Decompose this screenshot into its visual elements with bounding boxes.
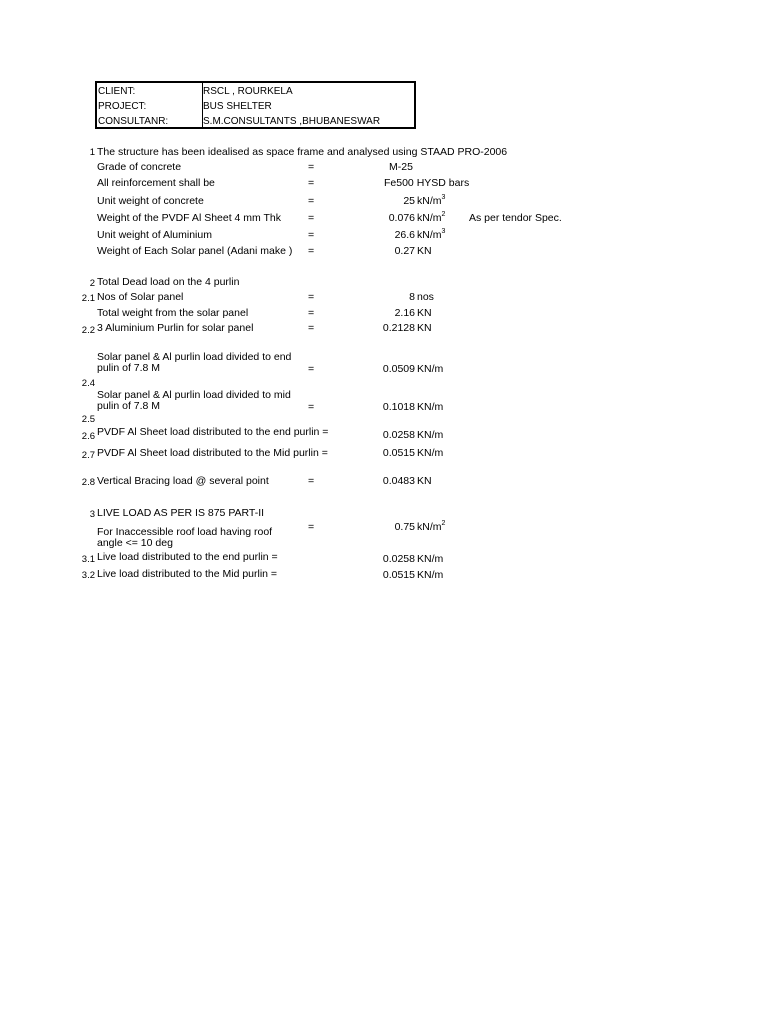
row-label: Solar panel & Al purlin load divided to end pulin of 7.8 M: [97, 351, 292, 374]
item-number: 2.5: [81, 414, 95, 425]
row-label: PVDF Al Sheet load distributed to the Mid purlin =: [97, 447, 328, 459]
row-label: Live load distributed to the end purlin =: [97, 551, 278, 563]
row-unit: KN: [417, 475, 432, 487]
row-value: 0.0509: [382, 363, 415, 375]
row-unit: KN: [417, 322, 432, 334]
item-number: 3.1: [81, 554, 95, 565]
row-label: Solar panel & Al purlin load divided to mid pulin of 7.8 M: [97, 389, 291, 412]
row-value: 0.27: [394, 245, 415, 257]
row-unit: $kN/m^2$: [417, 519, 446, 533]
equals-sign: =: [308, 521, 315, 533]
section-title: LIVE LOAD AS PER IS 875 PART-II: [97, 507, 265, 519]
row-value: 25: [403, 195, 415, 207]
item-number: 2.4: [81, 378, 95, 389]
item-number: 2.1: [81, 293, 95, 304]
row-label: Weight of Each Solar panel (Adani make ): [97, 245, 293, 257]
project-label: PROJECT:: [98, 101, 147, 112]
row-unit: $kN/m^2$: [417, 210, 446, 224]
equals-sign: =: [308, 229, 315, 241]
row-label: Unit weight of concrete: [97, 195, 204, 207]
client-value: RSCL , ROURKELA: [203, 86, 293, 97]
row-unit: $kN/m^3$: [417, 227, 446, 241]
equals-sign: =: [308, 177, 315, 189]
project-value: BUS SHELTER: [203, 101, 272, 112]
row-label: PVDF Al Sheet load distributed to the end purlin =: [97, 426, 329, 438]
row-label: 3 Aluminium Purlin for solar panel: [97, 322, 254, 334]
row-value: 8: [409, 291, 415, 303]
equals-sign: =: [308, 401, 315, 413]
equals-sign: =: [308, 322, 315, 334]
row-unit: KN/m: [417, 363, 444, 375]
header-row-project: [97, 99, 414, 114]
row-value: 26.6: [394, 229, 415, 241]
row-label: Nos of Solar panel: [97, 291, 184, 303]
item-number: 2.8: [81, 477, 95, 488]
row-label: For Inaccessible roof load having roof angle <= 10 deg: [97, 526, 273, 549]
header-row-client: [97, 84, 414, 99]
row-value: 2.16: [394, 307, 415, 319]
row-label: Total weight from the solar panel: [97, 307, 249, 319]
header-row-consultant: [97, 114, 414, 129]
section-number: 2: [89, 278, 95, 289]
row-value: 0.2128: [382, 322, 415, 334]
item-number: 3.2: [81, 570, 95, 581]
item-number: 2.2: [81, 325, 95, 336]
row-value: 0.0258: [382, 553, 415, 565]
equals-sign: =: [308, 307, 315, 319]
equals-sign: =: [308, 475, 315, 487]
row-value: 0.076: [388, 212, 415, 224]
row-unit: KN/m: [417, 401, 444, 413]
row-unit: KN/m: [417, 553, 444, 565]
item-number: 2.6: [81, 431, 95, 442]
row-unit: KN/m: [417, 569, 444, 581]
row-note: As per tendor Spec.: [469, 212, 562, 224]
row-label: Weight of the PVDF Al Sheet 4 mm Thk: [97, 212, 282, 224]
row-unit: KN/m: [417, 447, 444, 459]
row-unit: nos: [417, 291, 434, 303]
row-value: 0.0258: [382, 429, 415, 441]
equals-sign: =: [308, 363, 315, 375]
consultant-label: CONSULTANR:: [98, 116, 169, 127]
section-number: 1: [89, 147, 95, 158]
row-value: Fe500 HYSD bars: [384, 177, 470, 189]
row-label: Vertical Bracing load @ several point: [97, 475, 269, 487]
row-value: 0.0483: [382, 475, 415, 487]
row-value: 0.1018: [382, 401, 415, 413]
equals-sign: =: [308, 245, 315, 257]
row-label: Unit weight of Aluminium: [97, 229, 212, 241]
section-title: The structure has been idealised as space frame and analysed using STAAD PRO-2006: [97, 146, 508, 158]
equals-sign: =: [308, 212, 315, 224]
row-unit: KN: [417, 307, 432, 319]
section-number: 3: [89, 509, 95, 520]
row-unit: KN: [417, 245, 432, 257]
row-unit: $kN/m^3$: [417, 193, 446, 207]
item-number: 2.7: [81, 450, 95, 461]
client-label: CLIENT:: [98, 86, 136, 97]
row-value: 0.0515: [382, 447, 415, 459]
consultant-value: S.M.CONSULTANTS ,BHUBANESWAR: [203, 116, 381, 127]
equals-sign: =: [308, 161, 315, 173]
header-table: [95, 81, 416, 129]
equals-sign: =: [308, 291, 315, 303]
section-title: Total Dead load on the 4 purlin: [97, 276, 240, 288]
row-value: M-25: [389, 161, 413, 173]
row-label: Live load distributed to the Mid purlin =: [97, 568, 278, 580]
row-label: Grade of concrete: [97, 161, 182, 173]
equals-sign: =: [308, 195, 315, 207]
row-unit: KN/m: [417, 429, 444, 441]
row-value: 0.0515: [382, 569, 415, 581]
row-label: All reinforcement shall be: [97, 177, 215, 189]
row-value: 0.75: [394, 521, 415, 533]
